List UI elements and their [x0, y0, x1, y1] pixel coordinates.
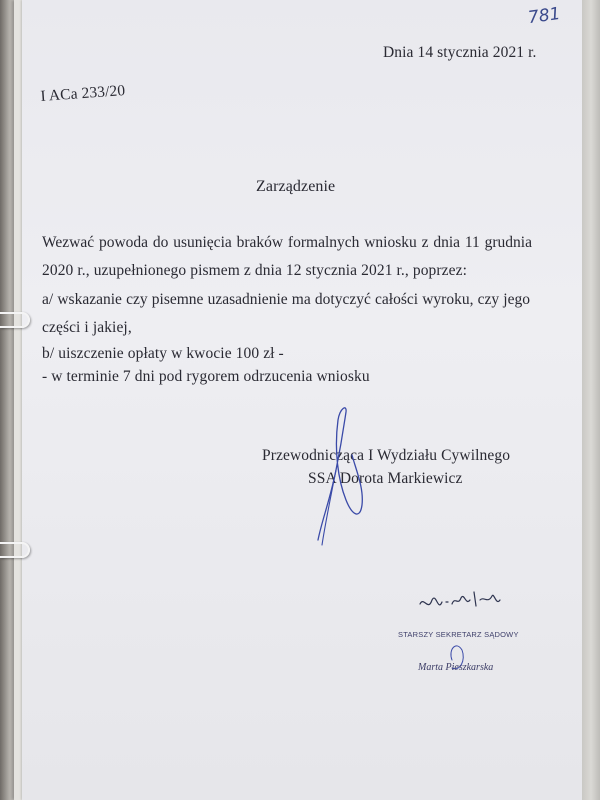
date-line: Dnia 14 stycznia 2021 r.	[383, 44, 537, 61]
handwritten-page-number: 781	[526, 3, 562, 29]
clerk-stamp-name: Marta Pieszkarska	[418, 662, 494, 673]
body-line: Wezwać powoda do usunięcia braków formalnych wniosku z dnia 11 grudnia	[42, 234, 532, 251]
signatory-role: Przewodnicząca I Wydziału Cywilnego	[262, 447, 511, 464]
body-line: - w terminie 7 dni pod rygorem odrzucenia wniosku	[42, 368, 370, 385]
body-line: 2020 r., uzupełnionego pismem z dnia 12 stycznia 2021 r., poprzez:	[42, 262, 468, 279]
clerk-stamp-title: STARSZY SEKRETARZ SĄDOWY	[398, 630, 519, 639]
document-title: Zarządzenie	[256, 178, 336, 195]
body-line: części i jakiej,	[42, 319, 132, 336]
case-number: I ACa 233/20	[40, 82, 126, 105]
signatory-name: SSA Dorota Markiewicz	[308, 470, 463, 487]
body-line: b/ uiszczenie opłaty w kwocie 100 zł -	[42, 345, 284, 362]
body-line: a/ wskazanie czy pisemne uzasadnienie ma dotyczyć całości wyroku, czy jego	[42, 291, 530, 308]
